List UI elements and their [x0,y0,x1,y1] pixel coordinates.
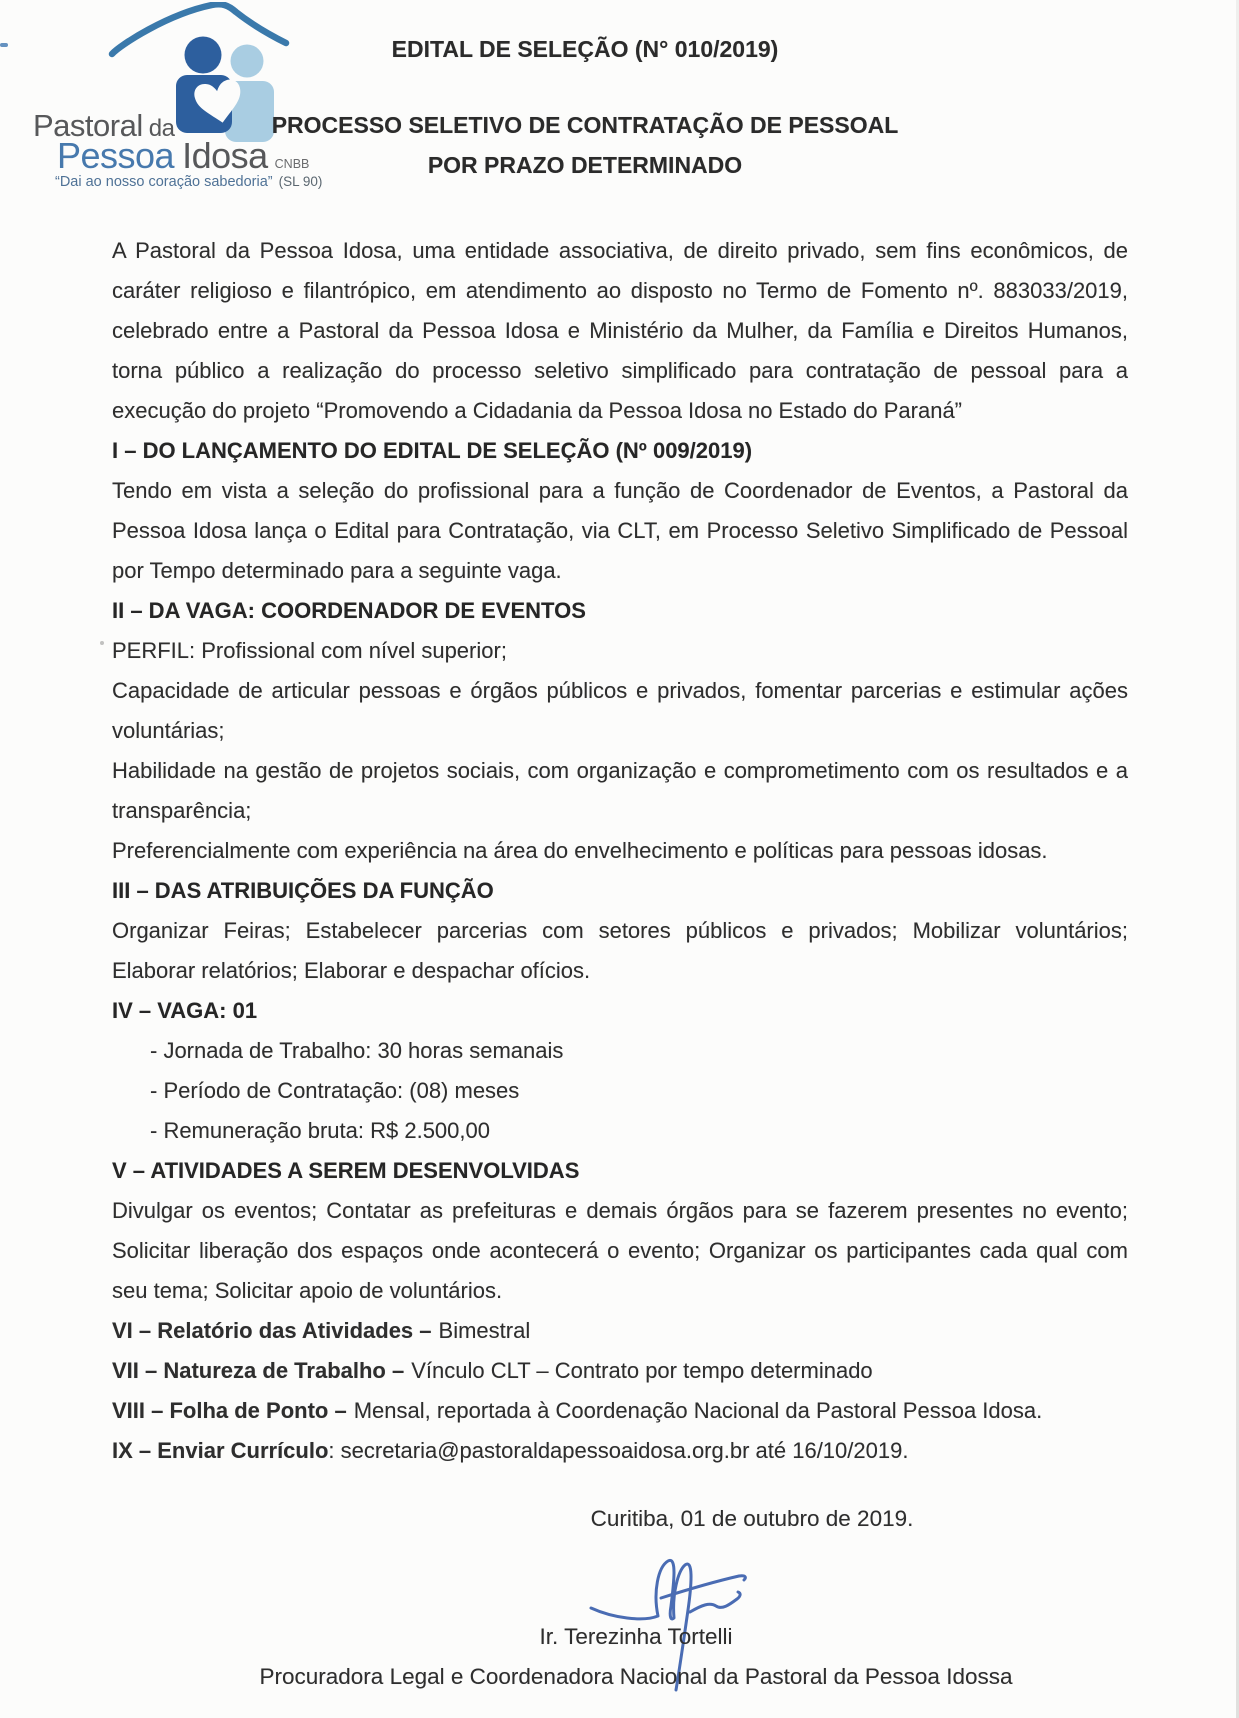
logo-tagline-text: “Dai ao nosso coração sabedoria” [55,174,273,190]
section-7-label: VII – Natureza de Trabalho – [112,1358,405,1383]
section-2-heading: II – DA VAGA: COORDENADOR DE EVENTOS [112,598,586,623]
section-3-paragraph: Organizar Feiras; Estabelecer parcerias com setores públicos e privados; Mobilizar voluntários; Elaborar relatórios; Elaborar e despachar ofícios. [112,918,1128,983]
logo-word-pastoral: Pastoral [33,108,143,143]
section-2-item-habilidade: Habilidade na gestão de projetos sociais, com organização e comprometimento com os resultados e a transparência; [112,758,1128,823]
section-9-line [112,1431,1128,1471]
section-5-paragraph: Divulgar os eventos; Contatar as prefeituras e demais órgãos para se fazerem presentes no evento; Solicitar liberação dos espaços onde acontecerá o evento; Organizar os participantes cada qual com seu tema; Solicitar apoio de voluntários. [112,1198,1128,1303]
logo-tagline-ref: (SL 90) [278,174,323,189]
section-6-line [112,1311,1128,1351]
section-7-line [112,1351,1128,1391]
section-8-value: Mensal, reportada à Coordenação Nacional da Pastoral Pessoa Idosa. [353,1398,1043,1423]
intro-paragraph: A Pastoral da Pessoa Idosa, uma entidade associativa, de direito privado, sem fins econômicos, de caráter religioso e filantrópico, em atendimento ao disposto no Termo de Fomento nº. 883033/2019, celebrado entre a Pastoral da Pessoa Idosa e Ministério da Mulher, da Família e Direitos Humanos, torna público a realização do processo seletivo simplificado para contratação de pessoal para a execução do projeto “Promovendo a Cidadania da Pessoa Idosa no Estado do Paraná” [112,238,1128,423]
section-6-value: Bimestral [438,1318,531,1343]
section-2-item-preferencialmente: Preferencialmente com experiência na área do envelhecimento e políticas para pessoas idosas. [112,838,1048,863]
signatory-role: Procuradora Legal e Coordenadora Nacional da Pastoral da Pessoa Idossa [259,1664,1013,1689]
signatory-name: Ir. Terezinha Tortelli [539,1624,733,1649]
document-body [112,231,1128,1471]
section-4-heading: IV – VAGA: 01 [112,998,258,1023]
section-8-line [112,1391,1128,1431]
section-2-item-perfil: PERFIL: Profissional com nível superior; [112,638,507,663]
logo-word-idosa: Idosa [182,135,268,176]
section-4-item-jornada: - Jornada de Trabalho: 30 horas semanais [150,1038,564,1063]
section-8-label: VIII – Folha de Ponto – [112,1398,347,1423]
section-7-value: Vínculo CLT – Contrato por tempo determinado [411,1358,873,1383]
section-4-item-remuneracao: - Remuneração bruta: R$ 2.500,00 [150,1118,490,1143]
document-subtitle-line1: PROCESSO SELETIVO DE CONTRATAÇÃO DE PESSOAL [271,112,899,138]
section-5-heading: V – ATIVIDADES A SEREM DESENVOLVIDAS [112,1158,580,1183]
document-subtitle-line2: POR PRAZO DETERMINADO [427,152,743,178]
section-6-label: VI – Relatório das Atividades – [112,1318,432,1343]
logo-word-pessoa: Pessoa [57,135,175,176]
document-title: EDITAL DE SELEÇÃO (N° 010/2019) [391,36,779,62]
date-line: Curitiba, 01 de outubro de 2019. [590,1506,914,1531]
scan-speck-artifact [100,641,104,645]
section-9-label: IX – Enviar Currículo [112,1438,329,1463]
section-1-paragraph: Tendo em vista a seleção do profissional para a função de Coordenador de Eventos, a Pastoral da Pessoa Idosa lança o Edital para Contratação, via CLT, em Processo Seletivo Simplificado de Pessoal por Tempo determinado para a seguinte vaga. [112,478,1128,583]
logo-word-da: da [148,115,175,142]
logo-word-cnbb: CNBB [274,157,310,171]
section-1-heading: I – DO LANÇAMENTO DO EDITAL DE SELEÇÃO (Nº 009/2019) [112,438,753,463]
section-2-item-capacidade: Capacidade de articular pessoas e órgãos públicos e privados, fomentar parcerias e estimular ações voluntárias; [112,678,1128,743]
section-9-value: : secretaria@pastoraldapessoaidosa.org.br até 16/10/2019. [328,1438,909,1463]
section-3-heading: III – DAS ATRIBUIÇÕES DA FUNÇÃO [112,878,494,903]
section-4-item-periodo: - Período de Contratação: (08) meses [150,1078,520,1103]
